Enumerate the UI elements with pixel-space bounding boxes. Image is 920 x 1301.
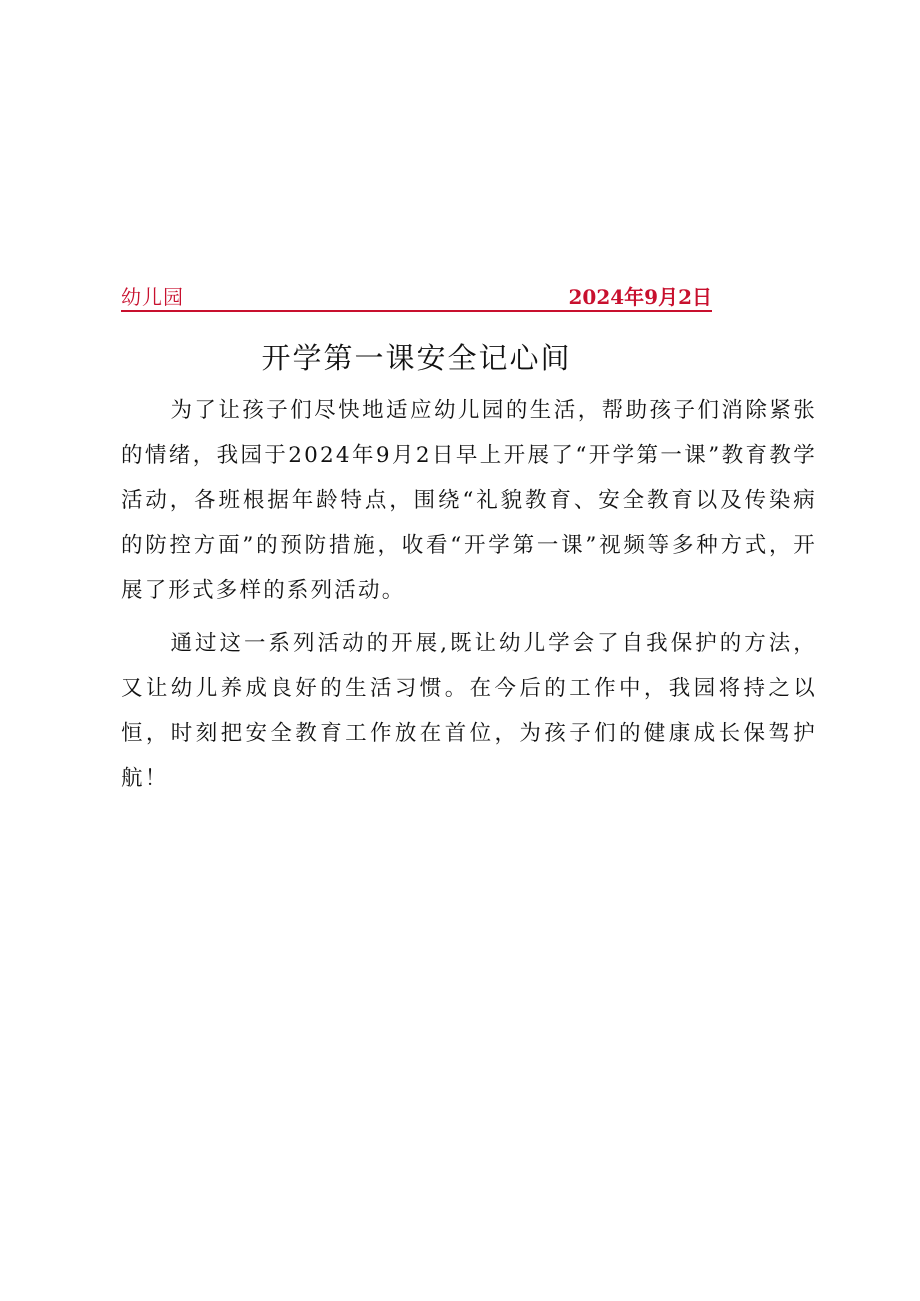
paragraph: 为了让孩子们尽快地适应幼儿园的生活，帮助孩子们消除紧张的情绪，我园于2024年9月2日早上开展了“开学第一课”教育教学活动，各班根据年龄特点，围绕“礼貌教育、安全教育以及传染病的防控方面”的预防措施，收看“开学第一课”视频等多种方式，开展了形式多样的系列活动。 — [121, 398, 817, 603]
article-title: 开学第一课安全记心间 — [261, 341, 572, 375]
paragraph: 通过这一系列活动的开展,既让幼儿学会了自我保护的方法，又让幼儿养成良好的生活习惯。在今后的工作中，我园将持之以恒，时刻把安全教育工作放在首位，为孩子们的健康成长保驾护航！ — [121, 631, 817, 791]
header-bar — [121, 284, 712, 312]
org-name: 幼儿园 — [121, 285, 184, 309]
article-body — [121, 388, 817, 801]
header-date: 2024年9月2日 — [568, 285, 712, 309]
